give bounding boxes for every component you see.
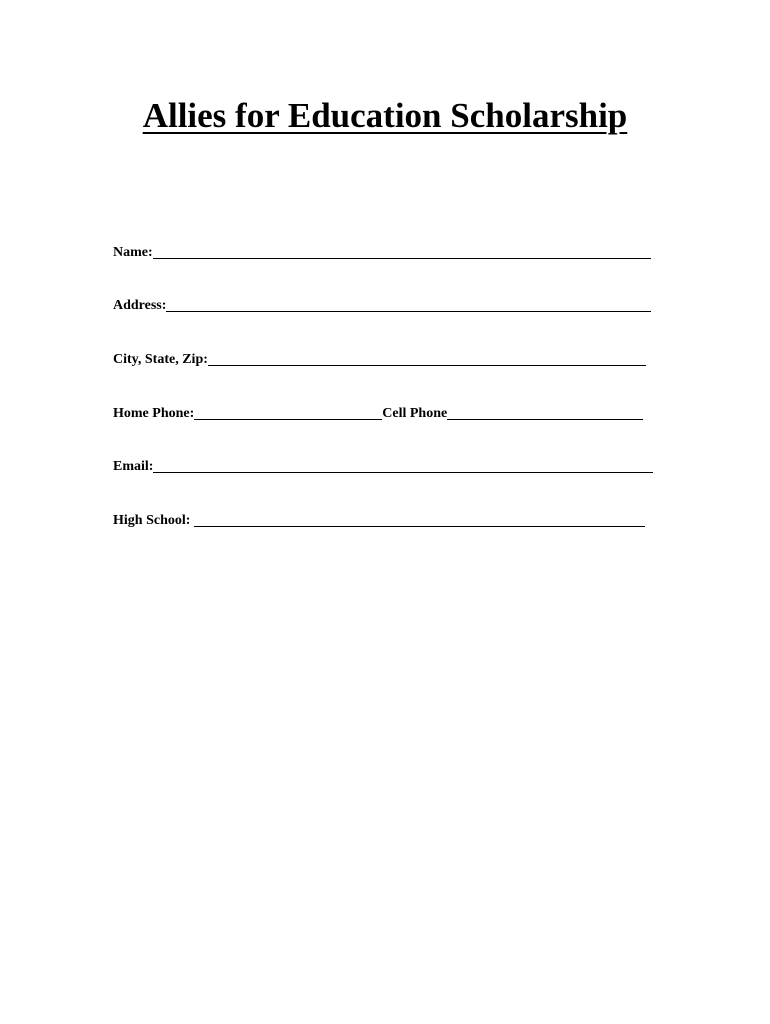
email-row [113,456,653,476]
city-state-zip-field[interactable] [208,365,646,366]
email-label: Email: [113,459,154,474]
address-field[interactable] [166,311,651,312]
document-title: Allies for Education Scholarship [142,96,628,135]
city-state-zip-label: City, State, Zip: [113,352,208,367]
home-phone-field[interactable] [194,419,382,420]
high-school-label: High School: [113,513,194,528]
home-phone-label: Home Phone: [113,406,195,421]
city-state-zip-row [113,349,646,369]
phone-row [113,403,643,423]
high-school-row [113,510,645,530]
cell-phone-field[interactable] [447,419,643,420]
name-label: Name: [113,245,153,260]
address-label: Address: [113,298,167,313]
name-field[interactable] [153,258,651,259]
high-school-field[interactable] [194,526,645,527]
cell-phone-label: Cell Phone [382,406,448,421]
email-field[interactable] [153,472,653,473]
name-row [113,242,651,262]
address-row [113,295,651,315]
